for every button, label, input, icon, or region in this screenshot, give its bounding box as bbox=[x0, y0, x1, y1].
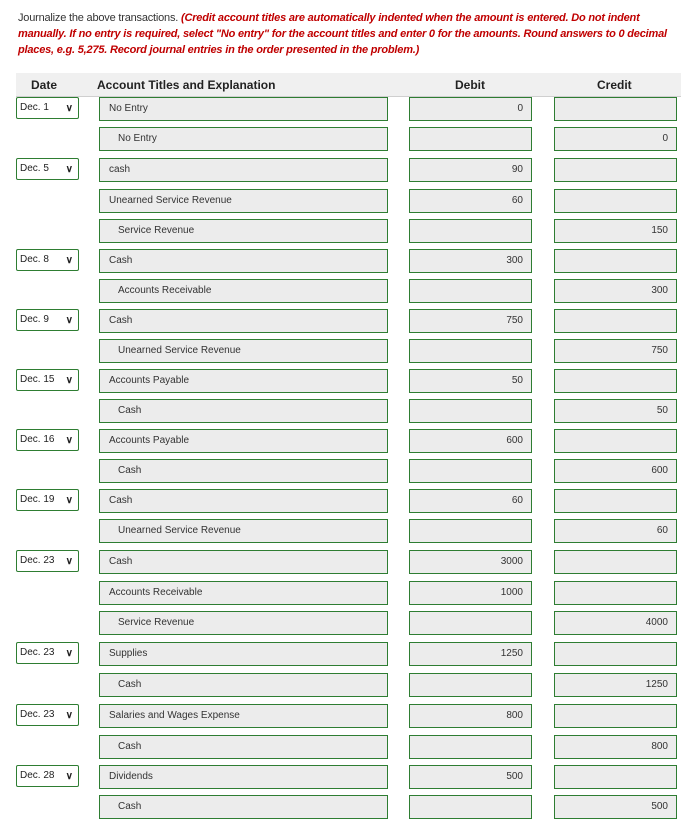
journal-row bbox=[0, 735, 689, 761]
account-title-input[interactable]: Cash bbox=[99, 795, 388, 819]
credit-input[interactable] bbox=[554, 642, 677, 666]
debit-input[interactable]: 750 bbox=[409, 309, 532, 333]
journal-row bbox=[0, 279, 689, 305]
account-title-input[interactable]: cash bbox=[99, 158, 388, 182]
credit-input[interactable] bbox=[554, 249, 677, 273]
debit-input[interactable]: 800 bbox=[409, 704, 532, 728]
journal-row bbox=[0, 489, 689, 515]
debit-input[interactable]: 1250 bbox=[409, 642, 532, 666]
debit-input[interactable] bbox=[409, 459, 532, 483]
credit-input[interactable]: 1250 bbox=[554, 673, 677, 697]
chevron-down-icon: ∨ bbox=[65, 103, 73, 114]
account-title-input[interactable]: No Entry bbox=[99, 97, 388, 121]
account-title-input[interactable]: Cash bbox=[99, 249, 388, 273]
debit-input[interactable]: 60 bbox=[409, 189, 532, 213]
account-title-input[interactable]: No Entry bbox=[99, 127, 388, 151]
date-select[interactable] bbox=[16, 309, 79, 331]
account-title-input[interactable]: Accounts Receivable bbox=[99, 279, 388, 303]
journal-row bbox=[0, 429, 689, 455]
header-account: Account Titles and Explanation bbox=[97, 78, 276, 92]
date-select[interactable] bbox=[16, 249, 79, 271]
account-title-input[interactable]: Service Revenue bbox=[99, 611, 388, 635]
date-select[interactable] bbox=[16, 550, 79, 572]
account-title-input[interactable]: Cash bbox=[99, 735, 388, 759]
date-select[interactable] bbox=[16, 97, 79, 119]
date-select-value: Dec. 23 bbox=[20, 709, 55, 720]
credit-input[interactable]: 300 bbox=[554, 279, 677, 303]
chevron-down-icon: ∨ bbox=[65, 315, 73, 326]
credit-input[interactable]: 0 bbox=[554, 127, 677, 151]
debit-input[interactable]: 300 bbox=[409, 249, 532, 273]
journal-row bbox=[0, 249, 689, 275]
debit-input[interactable]: 600 bbox=[409, 429, 532, 453]
credit-input[interactable] bbox=[554, 550, 677, 574]
account-title-input[interactable]: Accounts Receivable bbox=[99, 581, 388, 605]
date-select-value: Dec. 1 bbox=[20, 102, 49, 113]
header-debit: Debit bbox=[455, 78, 485, 92]
header-date: Date bbox=[31, 78, 58, 92]
chevron-down-icon: ∨ bbox=[65, 255, 73, 266]
chevron-down-icon: ∨ bbox=[65, 375, 73, 386]
date-select[interactable] bbox=[16, 369, 79, 391]
chevron-down-icon: ∨ bbox=[65, 648, 73, 659]
date-select-value: Dec. 9 bbox=[20, 314, 49, 325]
account-title-input[interactable]: Dividends bbox=[99, 765, 388, 789]
debit-input[interactable] bbox=[409, 611, 532, 635]
account-title-input[interactable]: Cash bbox=[99, 309, 388, 333]
account-title-input[interactable]: Accounts Payable bbox=[99, 369, 388, 393]
debit-input[interactable] bbox=[409, 219, 532, 243]
date-select[interactable] bbox=[16, 489, 79, 511]
journal-row bbox=[0, 642, 689, 668]
date-select-value: Dec. 15 bbox=[20, 374, 55, 385]
credit-input[interactable] bbox=[554, 97, 677, 121]
account-title-input[interactable]: Cash bbox=[99, 399, 388, 423]
date-select[interactable] bbox=[16, 642, 79, 664]
journal-row bbox=[0, 765, 689, 791]
credit-input[interactable] bbox=[554, 765, 677, 789]
credit-input[interactable] bbox=[554, 369, 677, 393]
account-title-input[interactable]: Supplies bbox=[99, 642, 388, 666]
journal-row bbox=[0, 369, 689, 395]
debit-input[interactable] bbox=[409, 519, 532, 543]
chevron-down-icon: ∨ bbox=[65, 771, 73, 782]
account-title-input[interactable]: Accounts Payable bbox=[99, 429, 388, 453]
journal-row bbox=[0, 339, 689, 365]
debit-input[interactable] bbox=[409, 127, 532, 151]
debit-input[interactable]: 60 bbox=[409, 489, 532, 513]
credit-input[interactable]: 800 bbox=[554, 735, 677, 759]
journal-row bbox=[0, 673, 689, 699]
debit-input[interactable] bbox=[409, 339, 532, 363]
credit-input[interactable]: 150 bbox=[554, 219, 677, 243]
debit-input[interactable]: 0 bbox=[409, 97, 532, 121]
debit-input[interactable] bbox=[409, 795, 532, 819]
date-select-value: Dec. 19 bbox=[20, 494, 55, 505]
credit-input[interactable] bbox=[554, 489, 677, 513]
chevron-down-icon: ∨ bbox=[65, 710, 73, 721]
journal-row bbox=[0, 459, 689, 485]
date-select-value: Dec. 23 bbox=[20, 647, 55, 658]
credit-input[interactable]: 500 bbox=[554, 795, 677, 819]
account-title-input[interactable]: Unearned Service Revenue bbox=[99, 339, 388, 363]
debit-input[interactable] bbox=[409, 279, 532, 303]
journal-row bbox=[0, 399, 689, 425]
debit-input[interactable]: 90 bbox=[409, 158, 532, 182]
date-select[interactable] bbox=[16, 765, 79, 787]
account-title-input[interactable]: Salaries and Wages Expense bbox=[99, 704, 388, 728]
date-select[interactable] bbox=[16, 158, 79, 180]
date-select-value: Dec. 23 bbox=[20, 555, 55, 566]
account-title-input[interactable]: Unearned Service Revenue bbox=[99, 519, 388, 543]
credit-input[interactable] bbox=[554, 581, 677, 605]
instructions-lead: Journalize the above transactions. bbox=[18, 12, 181, 24]
journal-row bbox=[0, 309, 689, 335]
credit-input[interactable] bbox=[554, 704, 677, 728]
date-select-value: Dec. 16 bbox=[20, 434, 55, 445]
account-title-input[interactable]: Cash bbox=[99, 489, 388, 513]
chevron-down-icon: ∨ bbox=[65, 495, 73, 506]
date-select-value: Dec. 5 bbox=[20, 163, 49, 174]
date-select[interactable] bbox=[16, 704, 79, 726]
instructions-note: (Credit account titles are automatically indented when the amount is entered. Do not indent manually. If no entry is required, select "No entry" for the account titles and enter 0 for the amounts. Round answers to 0 decimal places, e.g. 5,275. Record journal entries in the order presented in the problem.) bbox=[18, 12, 667, 56]
debit-input[interactable]: 3000 bbox=[409, 550, 532, 574]
chevron-down-icon: ∨ bbox=[65, 556, 73, 567]
journal-row bbox=[0, 611, 689, 637]
chevron-down-icon: ∨ bbox=[65, 435, 73, 446]
credit-input[interactable] bbox=[554, 189, 677, 213]
credit-input[interactable]: 60 bbox=[554, 519, 677, 543]
journal-row bbox=[0, 795, 689, 821]
debit-input[interactable] bbox=[409, 735, 532, 759]
credit-input[interactable]: 50 bbox=[554, 399, 677, 423]
journal-row bbox=[0, 219, 689, 245]
debit-input[interactable]: 1000 bbox=[409, 581, 532, 605]
credit-input[interactable]: 4000 bbox=[554, 611, 677, 635]
header-credit: Credit bbox=[597, 78, 632, 92]
journal-row bbox=[0, 189, 689, 215]
account-title-input[interactable]: Cash bbox=[99, 673, 388, 697]
debit-input[interactable]: 50 bbox=[409, 369, 532, 393]
credit-input[interactable] bbox=[554, 309, 677, 333]
account-title-input[interactable]: Unearned Service Revenue bbox=[99, 189, 388, 213]
credit-input[interactable]: 750 bbox=[554, 339, 677, 363]
chevron-down-icon: ∨ bbox=[65, 164, 73, 175]
instructions bbox=[18, 10, 678, 58]
debit-input[interactable] bbox=[409, 399, 532, 423]
debit-input[interactable]: 500 bbox=[409, 765, 532, 789]
account-title-input[interactable]: Cash bbox=[99, 459, 388, 483]
journal-row bbox=[0, 158, 689, 184]
journal-row bbox=[0, 127, 689, 153]
journal-row bbox=[0, 704, 689, 730]
credit-input[interactable]: 600 bbox=[554, 459, 677, 483]
credit-input[interactable] bbox=[554, 429, 677, 453]
credit-input[interactable] bbox=[554, 158, 677, 182]
account-title-input[interactable]: Cash bbox=[99, 550, 388, 574]
account-title-input[interactable]: Service Revenue bbox=[99, 219, 388, 243]
journal-row bbox=[0, 581, 689, 607]
debit-input[interactable] bbox=[409, 673, 532, 697]
journal-row bbox=[0, 97, 689, 123]
date-select-value: Dec. 28 bbox=[20, 770, 55, 781]
journal-row bbox=[0, 519, 689, 545]
date-select[interactable] bbox=[16, 429, 79, 451]
date-select-value: Dec. 8 bbox=[20, 254, 49, 265]
journal-row bbox=[0, 550, 689, 576]
